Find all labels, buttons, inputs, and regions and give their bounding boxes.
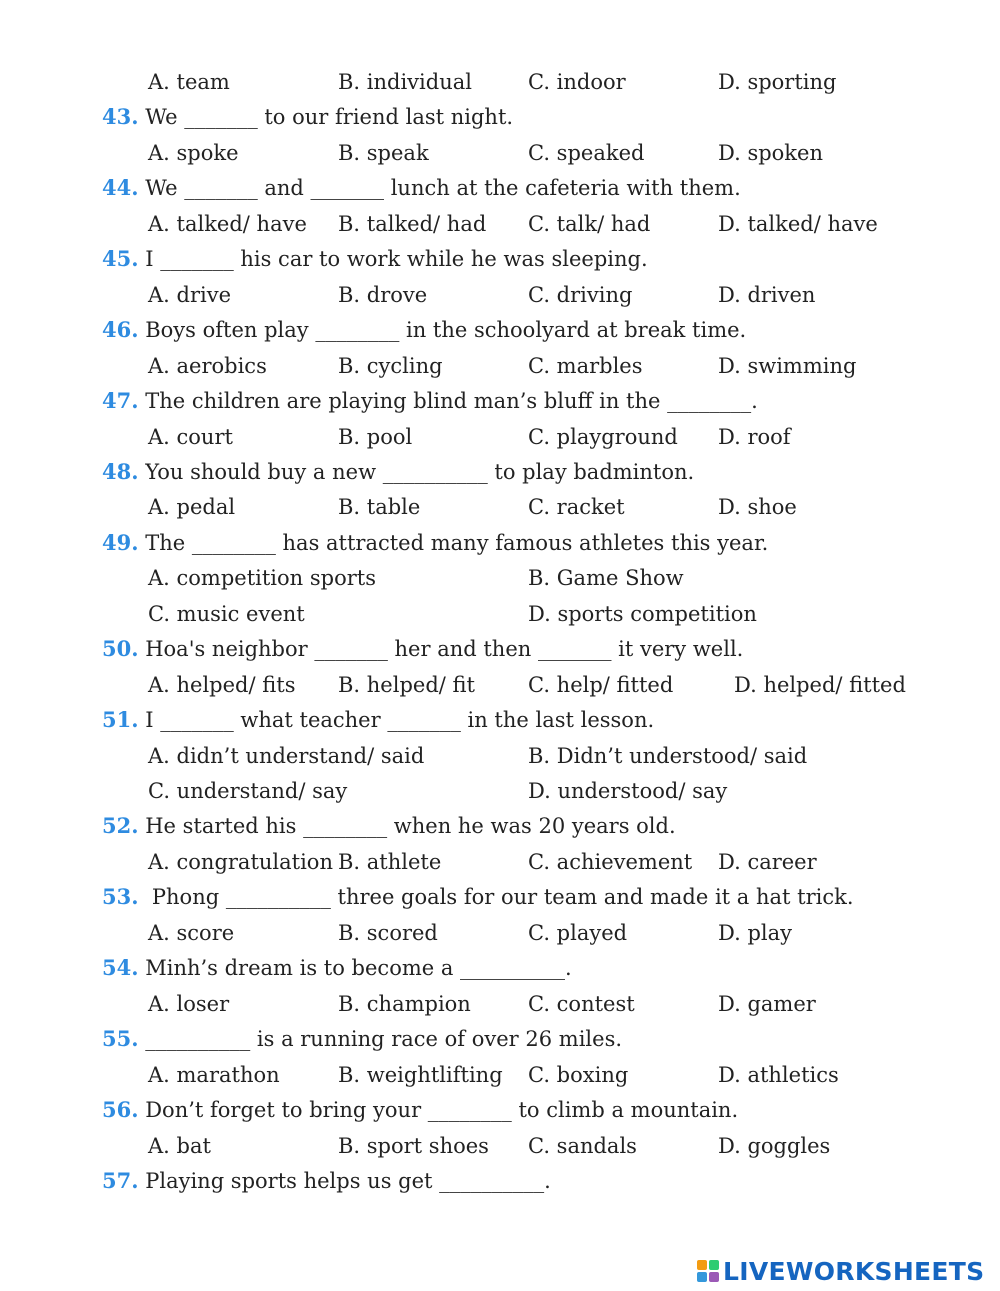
answer-option[interactable]: B. pool bbox=[338, 425, 413, 449]
answer-option[interactable]: A. drive bbox=[148, 283, 232, 307]
answer-option[interactable]: B. scored bbox=[338, 921, 438, 945]
answer-option[interactable]: C. indoor bbox=[528, 70, 626, 94]
answer-option[interactable]: D. sports competition bbox=[528, 602, 757, 626]
answer-option[interactable]: A. score bbox=[148, 921, 235, 945]
question-text: I _______ his car to work while he was sleeping. bbox=[138, 247, 648, 271]
answer-option[interactable]: D. goggles bbox=[718, 1134, 831, 1158]
answer-option[interactable]: D. helped/ fitted bbox=[734, 673, 906, 697]
answer-option[interactable]: C. marbles bbox=[528, 354, 643, 378]
answer-option[interactable]: D. gamer bbox=[718, 992, 816, 1016]
answer-option[interactable]: C. help/ fitted bbox=[528, 673, 674, 697]
answer-option[interactable]: C. understand/ say bbox=[148, 779, 348, 803]
question bbox=[102, 242, 648, 276]
answer-option[interactable]: D. play bbox=[718, 921, 792, 945]
answer-option[interactable]: A. helped/ fits bbox=[148, 673, 296, 697]
question-number: 44. bbox=[102, 175, 139, 200]
answer-option[interactable]: A. didn’t understand/ said bbox=[148, 744, 425, 768]
question-text: He started his ________ when he was 20 years old. bbox=[138, 814, 676, 838]
answer-option[interactable]: B. athlete bbox=[338, 850, 442, 874]
answer-option[interactable]: C. music event bbox=[148, 602, 305, 626]
answer-option[interactable]: B. Didn’t understood/ said bbox=[528, 744, 808, 768]
answer-option[interactable]: C. racket bbox=[528, 495, 625, 519]
logo-mark-icon bbox=[697, 1260, 719, 1282]
answer-option[interactable]: D. roof bbox=[718, 425, 791, 449]
question bbox=[102, 951, 572, 985]
question-number: 45. bbox=[102, 246, 139, 271]
question-text: I _______ what teacher _______ in the last lesson. bbox=[138, 708, 655, 732]
answer-option[interactable]: A. spoke bbox=[148, 141, 239, 165]
question-text: Hoa's neighbor _______ her and then _______ it very well. bbox=[138, 637, 744, 661]
question-number: 47. bbox=[102, 388, 139, 413]
answer-option[interactable]: D. sporting bbox=[718, 70, 837, 94]
question-number: 54. bbox=[102, 955, 139, 980]
answer-option[interactable]: B. champion bbox=[338, 992, 471, 1016]
question-text: Don’t forget to bring your ________ to climb a mountain. bbox=[138, 1098, 739, 1122]
answer-option[interactable]: C. played bbox=[528, 921, 628, 945]
question bbox=[102, 809, 676, 843]
answer-option[interactable]: C. boxing bbox=[528, 1063, 629, 1087]
question-text: Playing sports helps us get __________. bbox=[138, 1169, 551, 1193]
question bbox=[102, 384, 758, 418]
answer-option[interactable]: D. talked/ have bbox=[718, 212, 878, 236]
answer-option[interactable]: A. talked/ have bbox=[148, 212, 307, 236]
answer-option[interactable]: B. sport shoes bbox=[338, 1134, 489, 1158]
question bbox=[102, 880, 854, 914]
answer-option[interactable]: A. aerobics bbox=[148, 354, 267, 378]
question-number: 50. bbox=[102, 636, 139, 661]
question bbox=[102, 703, 654, 737]
answer-option[interactable]: D. spoken bbox=[718, 141, 823, 165]
answer-option[interactable]: A. bat bbox=[148, 1134, 211, 1158]
answer-option[interactable]: C. sandals bbox=[528, 1134, 637, 1158]
question-text: We _______ and _______ lunch at the cafeteria with them. bbox=[138, 176, 741, 200]
answer-option[interactable]: C. driving bbox=[528, 283, 633, 307]
question-text: The ________ has attracted many famous athletes this year. bbox=[138, 531, 769, 555]
answer-option[interactable]: D. swimming bbox=[718, 354, 857, 378]
question-number: 46. bbox=[102, 317, 139, 342]
answer-option[interactable]: A. congratulation bbox=[148, 850, 333, 874]
answer-option[interactable]: B. talked/ had bbox=[338, 212, 487, 236]
question-number: 53. bbox=[102, 884, 139, 909]
question-number: 51. bbox=[102, 707, 139, 732]
question-number: 56. bbox=[102, 1097, 139, 1122]
question-text: We _______ to our friend last night. bbox=[138, 105, 514, 129]
answer-option[interactable]: B. weightlifting bbox=[338, 1063, 503, 1087]
question-text: The children are playing blind man’s bluff in the ________. bbox=[138, 389, 758, 413]
question-number: 43. bbox=[102, 104, 139, 129]
question-text: Boys often play ________ in the schoolyard at break time. bbox=[138, 318, 747, 342]
question-number: 55. bbox=[102, 1026, 139, 1051]
question bbox=[102, 1164, 551, 1198]
question bbox=[102, 632, 743, 666]
question bbox=[102, 1093, 738, 1127]
answer-option[interactable]: A. marathon bbox=[148, 1063, 280, 1087]
logo-text: LIVEWORKSHEETS bbox=[723, 1256, 985, 1286]
question-text: __________ is a running race of over 26 miles. bbox=[138, 1027, 623, 1051]
answer-option[interactable]: A. competition sports bbox=[148, 566, 376, 590]
question-number: 57. bbox=[102, 1168, 139, 1193]
answer-option[interactable]: B. drove bbox=[338, 283, 428, 307]
answer-option[interactable]: D. shoe bbox=[718, 495, 797, 519]
answer-option[interactable]: B. speak bbox=[338, 141, 429, 165]
answer-option[interactable]: D. athletics bbox=[718, 1063, 839, 1087]
answer-option[interactable]: B. helped/ fit bbox=[338, 673, 475, 697]
answer-option[interactable]: B. cycling bbox=[338, 354, 443, 378]
answer-option[interactable]: D. career bbox=[718, 850, 817, 874]
question bbox=[102, 313, 746, 347]
answer-option[interactable]: B. table bbox=[338, 495, 421, 519]
answer-option[interactable]: C. talk/ had bbox=[528, 212, 651, 236]
liveworksheets-logo[interactable] bbox=[697, 1254, 984, 1288]
answer-option[interactable]: C. contest bbox=[528, 992, 635, 1016]
question-text: You should buy a new __________ to play badminton. bbox=[138, 460, 695, 484]
answer-option[interactable]: A. team bbox=[148, 70, 230, 94]
question bbox=[102, 455, 694, 489]
question bbox=[102, 100, 513, 134]
answer-option[interactable]: A. court bbox=[148, 425, 233, 449]
answer-option[interactable]: A. pedal bbox=[148, 495, 236, 519]
answer-option[interactable]: D. driven bbox=[718, 283, 816, 307]
question bbox=[102, 526, 768, 560]
question-number: 49. bbox=[102, 530, 139, 555]
question-number: 52. bbox=[102, 813, 139, 838]
answer-option[interactable]: B. individual bbox=[338, 70, 472, 94]
question bbox=[102, 171, 741, 205]
answer-option[interactable]: A. loser bbox=[148, 992, 230, 1016]
question-text: Phong __________ three goals for our team and made it a hat trick. bbox=[138, 885, 854, 909]
question bbox=[102, 1022, 622, 1056]
question-text: Minh’s dream is to become a __________. bbox=[138, 956, 572, 980]
answer-option[interactable]: D. understood/ say bbox=[528, 779, 728, 803]
answer-option[interactable]: C. achievement bbox=[528, 850, 693, 874]
answer-option[interactable]: C. speaked bbox=[528, 141, 645, 165]
answer-option[interactable]: C. playground bbox=[528, 425, 678, 449]
question-number: 48. bbox=[102, 459, 139, 484]
answer-option[interactable]: B. Game Show bbox=[528, 566, 684, 590]
